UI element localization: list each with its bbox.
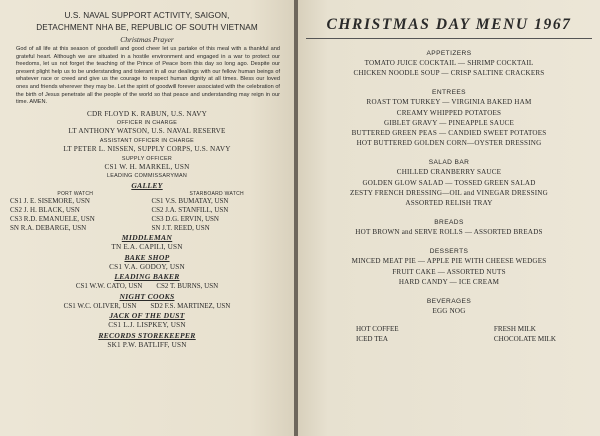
menu-title: CHRISTMAS DAY MENU 1967 <box>326 16 572 33</box>
org-line-2: DETACHMENT NHA BE, REPUBLIC OF SOUTH VIETNAM <box>36 23 258 32</box>
beverage-item: EGG NOG <box>432 307 466 316</box>
leading-baker-names <box>0 282 294 292</box>
menu-item: HARD CANDY — ICE CREAM <box>398 277 500 286</box>
middleman-heading: MIDDLEMAN <box>121 233 173 243</box>
records-storekeeper-heading: RECORDS STOREKEEPER <box>98 330 196 340</box>
supply-officer-name: LT PETER L. NISSEN, SUPPLY CORPS, U.S. NAVY <box>63 145 231 154</box>
prayer-title: Christmas Prayer <box>120 35 174 44</box>
night-cooks-names <box>0 302 294 312</box>
bake-shop-heading: BAKE SHOP <box>124 252 170 262</box>
bake-shop-name: CS1 V.A. GODOY, USN <box>109 262 185 271</box>
menu-item: CHICKEN NOODLE SOUP — CRISP SALTINE CRACKERS <box>353 69 545 78</box>
starboard-watch-heading: STARBOARD WATCH <box>189 190 244 197</box>
organization-heading <box>0 10 294 34</box>
officer-in-charge-title: OFFICER IN CHARGE <box>116 120 178 127</box>
port-watch-member: CS1 J. E. SISEMORE, USN <box>10 196 90 205</box>
supply-officer-title: SUPPLY OFFICER <box>121 155 173 162</box>
night-cook-name: CS1 W.C. OLIVER, USN <box>63 301 137 310</box>
org-line-1: U.S. NAVAL SUPPORT ACTIVITY, SAIGON, <box>64 11 230 20</box>
menu-item: GIBLET GRAVY — PINEAPPLE SAUCE <box>383 118 515 127</box>
port-watch-member: SN R.A. DEBARGE, USN <box>10 224 87 233</box>
menu-item: HOT BROWN and SERVE ROLLS — ASSORTED BREADS <box>355 228 543 237</box>
galley-heading: GALLEY <box>131 180 163 190</box>
section-heading-entrees: ENTREES <box>432 89 466 97</box>
beverage-item: CHOCOLATE MILK <box>493 335 556 344</box>
section-heading-breads: BREADS <box>434 219 464 227</box>
menu-item: ROAST TOM TURKEY — VIRGINIA BAKED HAM <box>366 98 532 107</box>
starboard-watch-member: CS2 J.A. STANFILL, USN <box>151 205 229 214</box>
menu-item: FRUIT CAKE — ASSORTED NUTS <box>392 267 506 276</box>
beverage-item: FRESH MILK <box>493 325 536 334</box>
menu-item: TOMATO JUICE COCKTAIL — SHRIMP COCKTAIL <box>364 59 534 67</box>
menu-item: CREAMY WHIPPED POTATOES <box>396 108 502 117</box>
starboard-watch-member: CS1 V.S. BUMATAY, USN <box>151 196 229 205</box>
beverage-item: ICED TEA <box>356 335 388 344</box>
leading-baker-heading: LEADING BAKER <box>114 272 180 282</box>
section-heading-salad-bar: SALAD BAR <box>428 159 470 167</box>
title-rule <box>306 38 592 39</box>
leading-baker-name: CS2 T. BURNS, USN <box>156 282 219 291</box>
left-page <box>0 0 294 436</box>
assistant-officer-title: ASSISTANT OFFICER IN CHARGE <box>99 137 195 144</box>
assistant-officer-name: LT ANTHONY WATSON, U.S. NAVAL RESERVE <box>68 127 226 136</box>
port-watch-member: CS2 J. H. BLACK, USN <box>10 205 80 214</box>
officer-in-charge-name: CDR FLOYD K. RABUN, U.S. NAVY <box>86 109 208 118</box>
section-heading-desserts: DESSERTS <box>429 248 469 256</box>
starboard-watch-member: SN J.T. REED, USN <box>151 224 210 233</box>
menu-item: MINCED MEAT PIE — APPLE PIE WITH CHEESE WEDGES <box>351 257 547 266</box>
port-watch-heading: PORT WATCH <box>57 190 94 197</box>
starboard-watch <box>151 191 282 234</box>
menu-item: HOT BUTTERED GOLDEN CORN—OYSTER DRESSING <box>356 139 542 148</box>
jack-of-the-dust-heading: JACK OF THE DUST <box>109 311 185 321</box>
middleman-name: TN E.A. CAPILI, USN <box>111 243 183 252</box>
prayer-text: God of all life at this season of goodwill and good cheer let us partake of this meal with a thankful and grateful heart. Although we are situated in a hostile environment and engaged in a war to protect our freedoms, let us not forget the teaching of the Prince of Peace born this day so long ago. Despite our present plight help us to be understanding and tolerant in all our dealings with our fellow human beings of whatever race or creed and give us the courage to respect human dignity at all times. Bless our loved ones and friends wherever they may be. Let the spirit of goodwill forever associated with the celebration of the birth of Jesus penetrate all the people of the world so that peace and understanding may reign in our time. AMEN. <box>16 46 280 106</box>
leading-baker-name: CS1 W.W. CATO, USN <box>75 282 143 291</box>
leading-commissaryman-name: CS1 W. H. MARKEL, USN <box>104 162 190 171</box>
beverages-columns <box>298 324 600 344</box>
watch-roster <box>0 191 294 234</box>
beverages-heading: BEVERAGES <box>426 298 472 306</box>
menu-item: GOLDEN GLOW SALAD — TOSSED GREEN SALAD <box>362 178 536 187</box>
leading-commissaryman-title: LEADING COMMISSARYMAN <box>106 173 188 180</box>
menu-item: ASSORTED RELISH TRAY <box>405 199 493 208</box>
night-cooks-heading: NIGHT COOKS <box>119 291 175 301</box>
jack-of-the-dust-name: CS1 L.J. LISPKEY, USN <box>108 321 186 330</box>
menu-item: BUTTERED GREEN PEAS — CANDIED SWEET POTATOES <box>351 129 547 138</box>
port-watch <box>10 191 141 234</box>
menu-sections <box>298 49 600 287</box>
records-storekeeper-name: SK1 P.W. BATLIFF, USN <box>107 340 187 349</box>
beverage-item: HOT COFFEE <box>356 325 399 334</box>
section-heading-appetizers: APPETIZERS <box>426 50 472 57</box>
night-cook-name: SD2 F.S. MARTINEZ, USN <box>150 301 231 310</box>
menu-item: ZESTY FRENCH DRESSING—OIL and VINEGAR DRESSING <box>350 188 548 197</box>
starboard-watch-member: CS3 D.G. ERVIN, USN <box>151 214 219 223</box>
port-watch-member: CS3 R.D. EMANUELE, USN <box>10 214 95 223</box>
beverages-left-column <box>356 324 399 344</box>
right-page <box>298 0 600 436</box>
beverages-right-column <box>494 324 556 344</box>
menu-item: CHILLED CRANBERRY SAUCE <box>396 168 502 177</box>
